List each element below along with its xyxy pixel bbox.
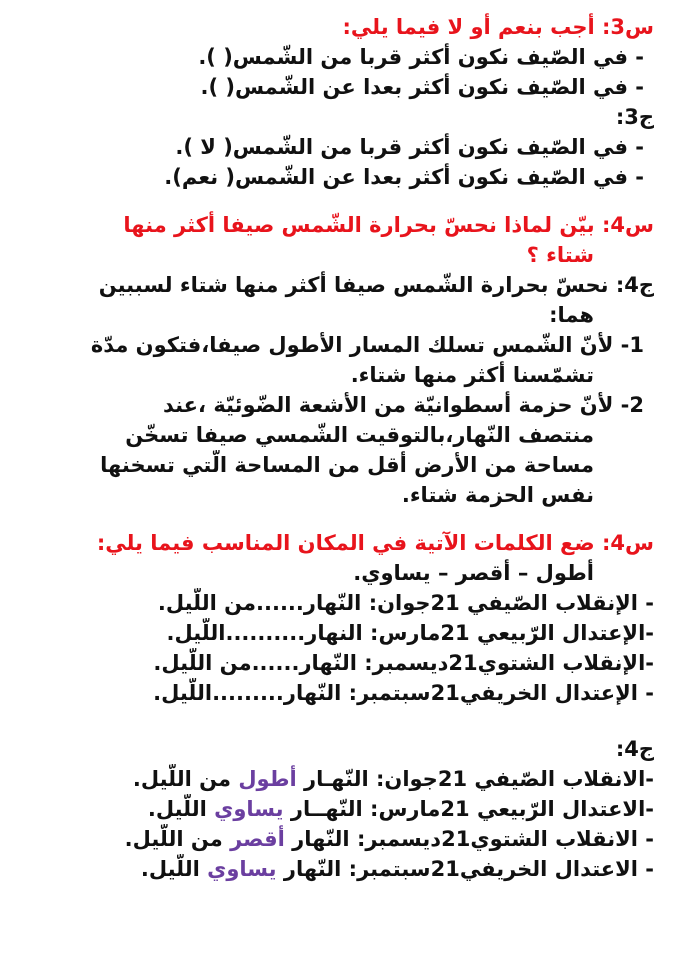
q4a-answer-line-2: هما: [549,303,594,327]
q4b-answer-3 [18,824,654,854]
q4b-answer-2-after: اللّيل. [147,797,215,821]
q4a-answer-line-4: تشمّسنا أكثر منها شتاء. [350,363,594,387]
q3-answer-1: - في الصّيف نكون أكثر قربا من الشّمس( لا ). [175,135,644,159]
q4a-answer-line-1: ج4: نحسّ بحرارة الشّمس صيفا أكثر منها شتاء لسببين [98,273,654,297]
q4b-answer-2-before: -الاعتدال الرّبيعي 21مارس: النّهــار [283,797,654,821]
q4b-answer-1-word: أطول [238,767,297,791]
q4b-answer-3-after: من اللّيل. [124,827,231,851]
q4b-answer-label: ج4: [615,737,654,761]
q4b-item-4: - الإعتدال الخريفي21سبتمبر: النّهار.........اللّيل. [153,681,654,705]
q4b-answer-4-word: يساوي [207,857,277,881]
q3-title: س3: أجب بنعم أو لا فيما يلي: [342,15,654,39]
q4b-item-2: -الإعتدال الرّبيعي 21مارس: النهار..........اللّيل. [166,621,654,645]
q4b-answer-3-word: أقصر [230,827,285,851]
q4b-item-3: -الإنقلاب الشتوي21ديسمبر: النّهار......من اللّيل. [153,651,654,675]
q4a-title-line-1: س4: بيّن لماذا نحسّ بحرارة الشّمس صيفا أكثر منها [123,213,654,237]
q3-answer-label: ج3: [615,105,654,129]
q4a-answer-line-3: 1- لأنّ الشّمس تسلك المسار الأطول صيفا،فتكون مدّة [90,333,644,357]
q4b-answer-4-before: - الاعتدال الخريفي21سبتمبر: النّهار [276,857,654,881]
q4b-answer-4 [18,854,654,884]
q4b-answer-2-word: يساوي [214,797,284,821]
q4a-answer-line-8: نفس الحزمة شتاء. [401,483,594,507]
q4b-title: س4: ضع الكلمات الآتية في المكان المناسب فيما يلي: [96,531,654,555]
q4b-answer-4-after: اللّيل. [140,857,208,881]
q4b-item-1: - الإنقلاب الصّيفي 21جوان: النّهار......من اللّيل. [157,591,654,615]
q4b-answer-3-before: - الانقلاب الشتوي21ديسمبر: النّهار [284,827,654,851]
q4b-answer-2 [18,794,654,824]
q3-item-2: - في الصّيف نكون أكثر بعدا عن الشّمس( ). [200,75,644,99]
q3-item-1: - في الصّيف نكون أكثر قربا من الشّمس( ). [198,45,644,69]
q4b-words: أطول – أقصر – يساوي. [353,561,594,585]
q4b-answer-1-after: من اللّيل. [132,767,239,791]
q4b-answer-1-before: -الانقلاب الصّيفي 21جوان: النّهـار [296,767,654,791]
q4a-answer-line-6: منتصف النّهار،بالتوقيت الشّمسي صيفا تسخّن [125,423,594,447]
q4a-title-line-2: شتاء ؟ [526,243,594,267]
q4a-answer-line-7: مساحة من الأرض أقل من المساحة الّتي تسخنها [100,453,594,477]
q3-answer-2: - في الصّيف نكون أكثر بعدا عن الشّمس( نعم). [164,165,644,189]
q4a-answer-line-5: 2- لأنّ حزمة أسطوانيّة من الأشعة الضّوئيّة ،عند [162,393,644,417]
q4b-answer-1 [18,764,654,794]
